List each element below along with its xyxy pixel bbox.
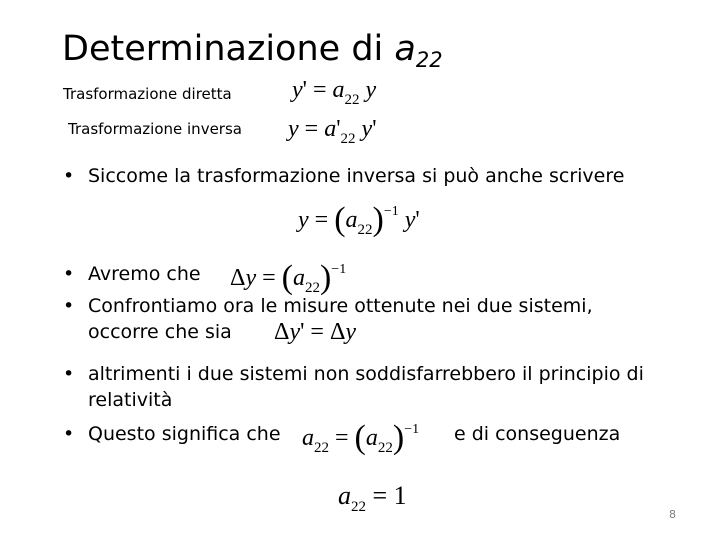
bullet-questo-text: Questo significa che xyxy=(88,423,281,445)
equation-inverse-alt: $y = (a_{22})^{-1}$ y' xyxy=(298,201,420,238)
bullet-marker: • xyxy=(63,263,75,285)
equation-result: $a_{22} = 1$ xyxy=(338,481,407,515)
label-direct-transformation: Trasformazione diretta xyxy=(63,85,232,103)
title-sub: 22 xyxy=(415,48,443,72)
title-var: a xyxy=(394,29,416,69)
bullet-avremo-text: Avremo che xyxy=(88,263,201,285)
bullet-marker: • xyxy=(63,363,75,385)
title-text: Determinazione di xyxy=(62,29,395,69)
slide-title xyxy=(62,28,443,81)
label-inverse-transformation: Trasformazione inversa xyxy=(68,120,242,138)
equation-direct: $y' = a_{22}$ y xyxy=(292,77,377,108)
bullet-inverse-alt-text: Siccome la trasformazione inversa si può anche scrivere xyxy=(88,165,625,187)
equation-a22-self-inverse: $a_{22} = (a_{22})^{-1}$ xyxy=(302,419,420,456)
bullet-marker: • xyxy=(63,423,75,445)
equation-delta-equality: Δy' = Δy xyxy=(274,319,357,345)
bullet-altrimenti-line1: altrimenti i due sistemi non soddisfarrebbero il principio di xyxy=(88,363,644,385)
bullet-confrontiamo-line2: occorre che sia xyxy=(88,321,232,343)
equation-inverse: $y = a'_{22}$ y' xyxy=(288,116,377,147)
bullet-confrontiamo-line1: Confrontiamo ora le misure ottenute nei due sistemi, xyxy=(88,295,593,317)
bullet-altrimenti-line2: relatività xyxy=(88,389,173,411)
bullet-marker: • xyxy=(63,165,75,187)
bullet-marker: • xyxy=(63,295,75,317)
equation-delta-y: $\Delta y = (a_{22})^{-1}$ xyxy=(230,259,347,296)
bullet-questo-tail: e di conseguenza xyxy=(454,423,621,445)
page-number: 8 xyxy=(669,508,676,521)
